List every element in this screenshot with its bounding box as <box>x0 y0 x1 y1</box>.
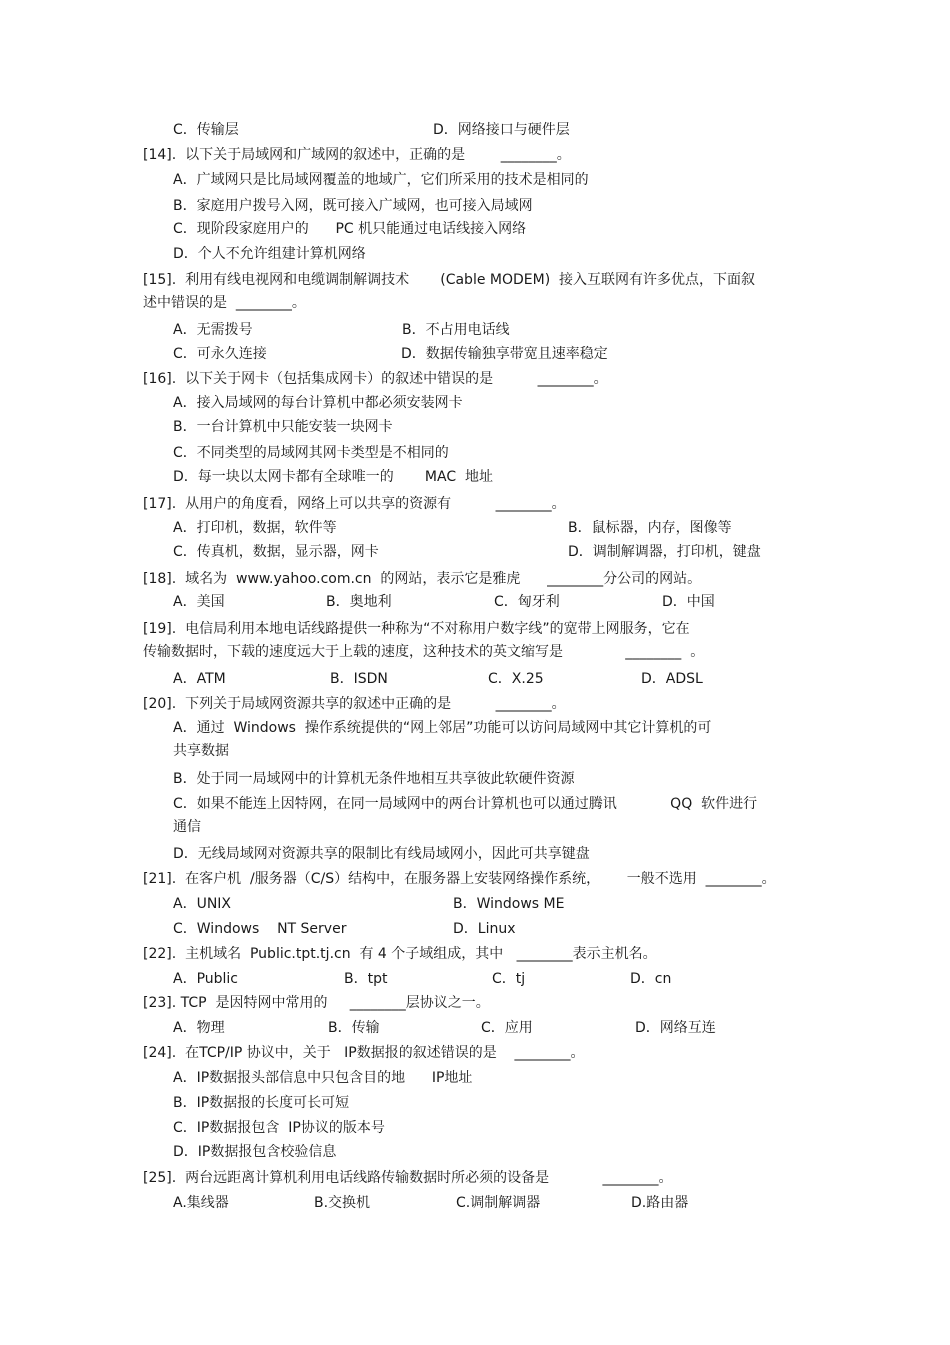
q19-option-a: A．ATM <box>173 671 226 687</box>
q20-option-b: B．处于同一局域网中的计算机无条件地相互共享彼此软硬件资源 <box>173 771 575 787</box>
q20-option-c-line2: 通信 <box>173 819 201 835</box>
q21-option-d: D．Linux <box>453 921 516 937</box>
q17-option-d: D．调制解调器，打印机，键盘 <box>568 544 761 560</box>
q24-option-c: C．IP数据报包含 IP协议的版本号 <box>173 1120 385 1136</box>
q19-option-c: C．X.25 <box>488 671 544 687</box>
q22-stem: [22]. 主机域名 Public.tpt.tj.cn 有 4 个子域组成，其中 ________表示主机名。 <box>143 946 657 962</box>
q14-option-c: C．现阶段家庭用户的 PC 机只能通过电话线接入网络 <box>173 221 527 237</box>
q17-option-b: B．鼠标器，内存，图像等 <box>568 520 732 536</box>
q20-option-d: D．无线局域网对资源共享的限制比有线局域网小，因此可共享键盘 <box>173 846 590 862</box>
q14-option-a: A．广域网只是比局域网覆盖的地域广，它们所采用的技术是相同的 <box>173 172 589 188</box>
q18-option-d: D．中国 <box>662 594 715 610</box>
q25-option-b: B.交换机 <box>314 1195 371 1211</box>
q25-option-c: C.调制解调器 <box>456 1195 541 1211</box>
q24-option-b: B．IP数据报的长度可长可短 <box>173 1095 350 1111</box>
q20-option-a-line1: A．通过 Windows 操作系统提供的“网上邻居”功能可以访问局域网中其它计算机的可 <box>173 720 712 736</box>
q21-option-c: C．Windows NT Server <box>173 921 347 937</box>
q24-option-a: A．IP数据报头部信息中只包含目的地 IP地址 <box>173 1070 473 1086</box>
q15-option-c: C．可永久连接 <box>173 346 267 362</box>
q23-stem: [23]. TCP 是因特网中常用的 ________层协议之一。 <box>143 995 490 1011</box>
q19-stem-line2: 传输数据时，下载的速度远大于上载的速度，这种技术的英文缩写是 ________ 。 <box>143 644 705 660</box>
q22-option-a: A．Public <box>173 971 239 987</box>
q22-option-d: D．cn <box>630 971 672 987</box>
q22-option-c: C．tj <box>492 971 526 987</box>
q24-option-d: D．IP数据报包含校验信息 <box>173 1144 337 1160</box>
q19-option-d: D．ADSL <box>641 671 703 687</box>
q23-option-b: B．传输 <box>328 1020 380 1036</box>
q20-option-a-line2: 共享数据 <box>173 743 229 759</box>
q16-option-a: A．接入局域网的每台计算机中都必须安装网卡 <box>173 395 463 411</box>
q14-stem: [14]. 以下关于局域网和广域网的叙述中，正确的是 ________。 <box>143 147 571 163</box>
q25-stem: [25]. 两台远距离计算机利用电话线路传输数据时所必须的设备是 ________。 <box>143 1170 673 1186</box>
q20-stem: [20]. 下列关于局域网资源共享的叙述中正确的是 ________。 <box>143 696 566 712</box>
q19-option-b: B．ISDN <box>330 671 388 687</box>
q14-option-d: D．个人不允许组建计算机网络 <box>173 246 366 262</box>
q14-option-b: B．家庭用户拨号入网，既可接入广域网，也可接入局域网 <box>173 198 533 214</box>
q23-option-c: C．应用 <box>481 1020 533 1036</box>
q15-stem-line1: [15]. 利用有线电视网和电缆调制解调技术 (Cable MODEM) 接入互联网有许多优点，下面叙 <box>143 272 756 288</box>
q15-option-d: D．数据传输独享带宽且速率稳定 <box>401 346 608 362</box>
q16-option-c: C．不同类型的局域网其网卡类型是不相同的 <box>173 445 449 461</box>
q15-option-a: A．无需拨号 <box>173 322 253 338</box>
q18-option-b: B．奥地利 <box>326 594 392 610</box>
q16-option-b: B．一台计算机中只能安装一块网卡 <box>173 419 393 435</box>
q18-option-a: A．美国 <box>173 594 225 610</box>
q13-option-d: D．网络接口与硬件层 <box>433 122 570 138</box>
q20-option-c-line1: C．如果不能连上因特网，在同一局域网中的两台计算机也可以通过腾讯 QQ 软件进行 <box>173 796 758 812</box>
q15-stem-line2: 述中错误的是 ________。 <box>143 295 306 311</box>
q16-stem: [16]. 以下关于网卡（包括集成网卡）的叙述中错误的是 ________。 <box>143 371 608 387</box>
q16-option-d: D．每一块以太网卡都有全球唯一的 MAC 地址 <box>173 469 494 485</box>
q19-stem-line1: [19]. 电信局利用本地电话线路提供一种称为“不对称用户数字线”的宽带上网服务，它在 <box>143 621 690 637</box>
q18-option-c: C．匈牙利 <box>494 594 560 610</box>
q18-stem: [18]. 域名为 www.yahoo.com.cn 的网站，表示它是雅虎 ________分公司的网站。 <box>143 571 702 587</box>
q17-option-c: C．传真机，数据，显示器，网卡 <box>173 544 379 560</box>
q22-option-b: B．tpt <box>344 971 388 987</box>
q17-option-a: A．打印机，数据，软件等 <box>173 520 337 536</box>
q25-option-a: A.集线器 <box>173 1195 229 1211</box>
q17-stem: [17]. 从用户的角度看，网络上可以共享的资源有 ________。 <box>143 496 566 512</box>
q25-option-d: D.路由器 <box>631 1195 689 1211</box>
q24-stem: [24]. 在TCP/IP 协议中，关于 IP数据报的叙述错误的是 ________。 <box>143 1045 585 1061</box>
q21-option-b: B．Windows ME <box>453 896 565 912</box>
q21-stem: [21]. 在客户机 /服务器（C/S）结构中，在服务器上安装网络操作系统， 一般不选用 ________。 <box>143 871 776 887</box>
q23-option-d: D．网络互连 <box>635 1020 716 1036</box>
q21-option-a: A．UNIX <box>173 896 232 912</box>
q13-option-c: C．传输层 <box>173 122 239 138</box>
q23-option-a: A．物理 <box>173 1020 225 1036</box>
q15-option-b: B．不占用电话线 <box>402 322 510 338</box>
